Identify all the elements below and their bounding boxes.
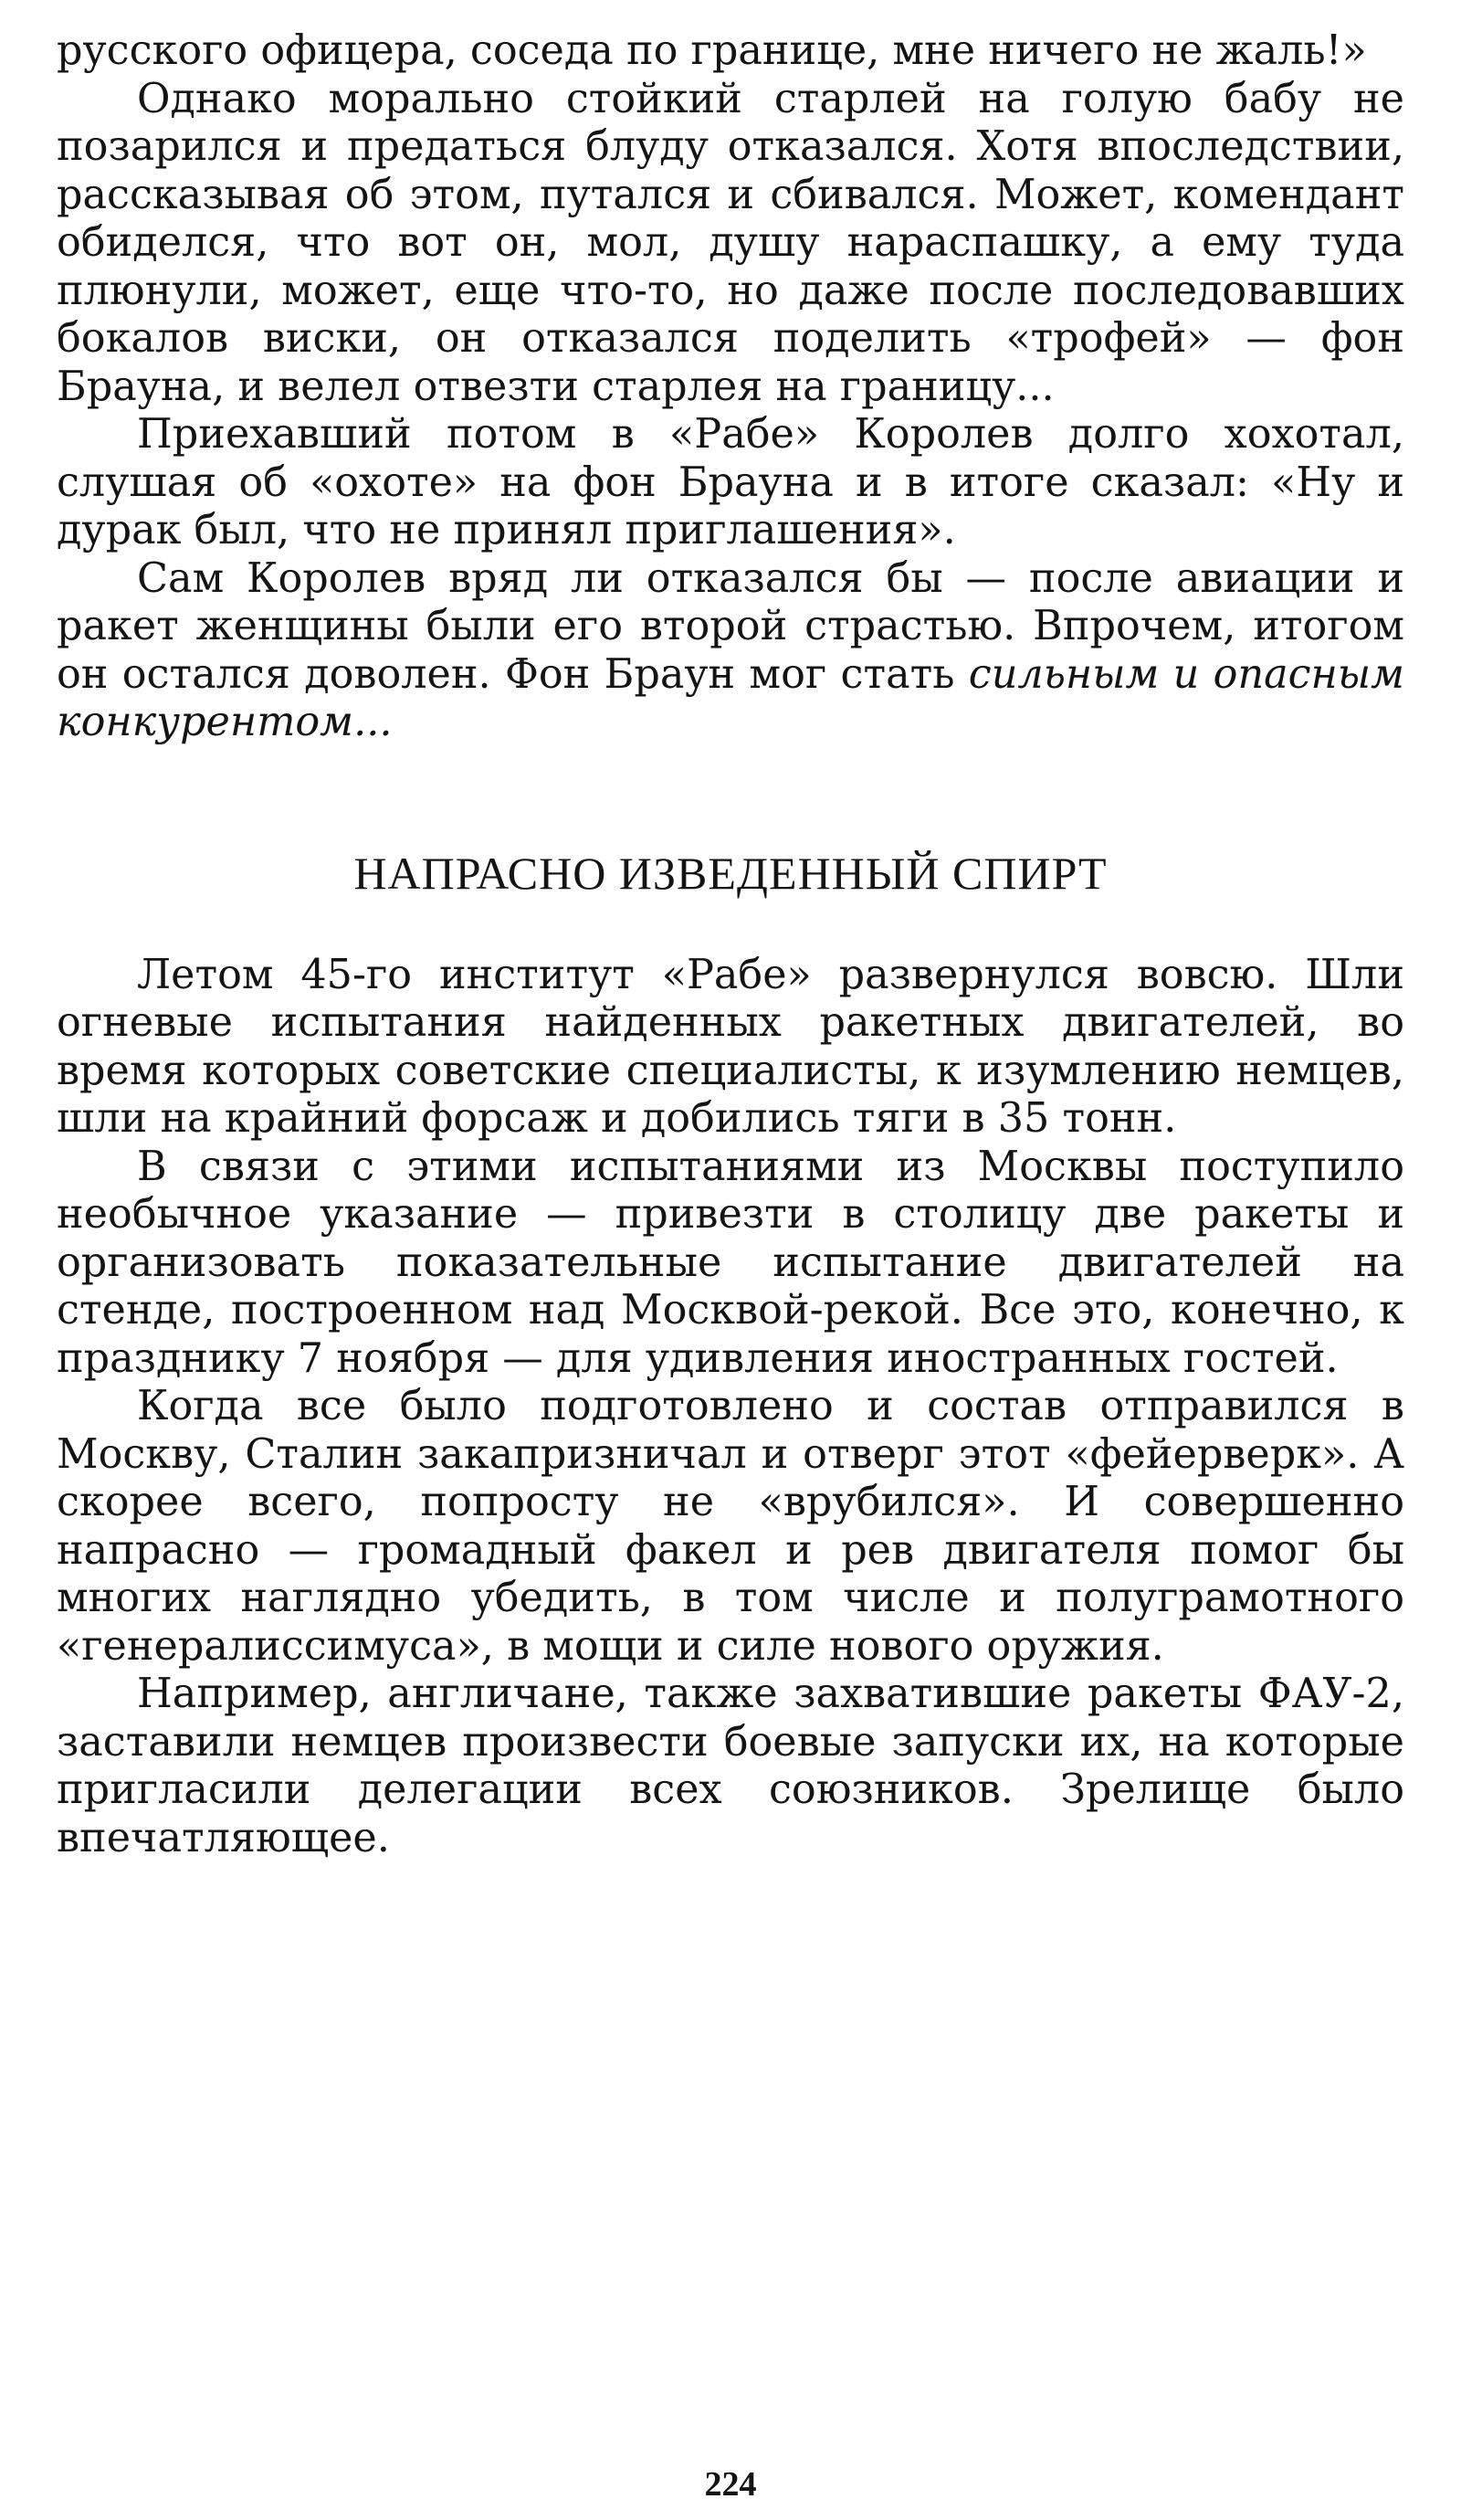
section-spacer <box>57 899 1404 952</box>
book-page <box>57 27 1404 1862</box>
paragraph-moscow-instruction: В связи с этими испытаниями из Москвы поступило необычное указание — привезти в столицу две ракеты и организовать показательные испытание двигателей на стенде, построенном над Москвой-рекой. Все это, конечно, к празднику 7 ноября — для удивления иностранных гостей. <box>57 1143 1404 1382</box>
paragraph-continued: русского офицера, соседа по границе, мне ничего не жаль!» <box>57 27 1367 74</box>
paragraph-korolev-passion-plain: Сам Королев вряд ли отказался бы — после авиации и ракет женщины были его второй страстью. Впрочем, итогом он остался доволен. Фон Браун мог стать <box>57 554 1404 698</box>
paragraph-british-launches: Например, англичане, также захватившие ракеты ФАУ-2, заставили немцев произвести боевые запуски их, на которые пригласили делегации всех союзников. Зрелище было впечатляющее. <box>57 1671 1404 1861</box>
paragraph-korolev-laughed: Приехавший потом в «Рабе» Королев долго хохотал, слушая об «охоте» на фон Брауна и в итоге сказал: «Ну и дурак был, что не принял приглашения». <box>57 411 1404 554</box>
page-number: 224 <box>704 2465 757 2504</box>
paragraph-korolev-passion <box>57 555 1404 747</box>
paragraph-starley-refusal: Однако морально стойкий старлей на голую бабу не позарился и предаться блуду отказался. Хотя впоследствии, рассказывая об этом, путался и сбивался. Может, комендант обиделся, что вот он, мол, душу нараспашку, а ему туда плюнули, может, еще что-то, но даже после последовавших бокалов виски, он отказался поделить «трофей» — фон Брауна, и велел отвезти старлея на границу... <box>57 75 1404 410</box>
section-title: НАПРАСНО ИЗВЕДЕННЫЙ СПИРТ <box>353 847 1108 899</box>
paragraph-rabe-institute: Летом 45-го институт «Рабе» развернулся вовсю. Шли огневые испытания найденных ракетных двигателей, во время которых советские специалисты, к изумлению немцев, шли на крайний форсаж и добились тяги в 35 тонн. <box>57 951 1404 1142</box>
paragraph-stalin-capriced: Когда все было подготовлено и состав отправился в Москву, Сталин закапризничал и отверг этот «фейерверк». А скорее всего, попросту не «врубился». И совершенно напрасно — громадный факел и рев двигателя помог бы многих наглядно убедить, в том числе и полуграмотного «генералиссимуса», в мощи и силе нового оружия. <box>57 1383 1404 1670</box>
paragraph-korolev-passion-italic: сильным и опасным конкурентом... <box>57 650 1405 745</box>
